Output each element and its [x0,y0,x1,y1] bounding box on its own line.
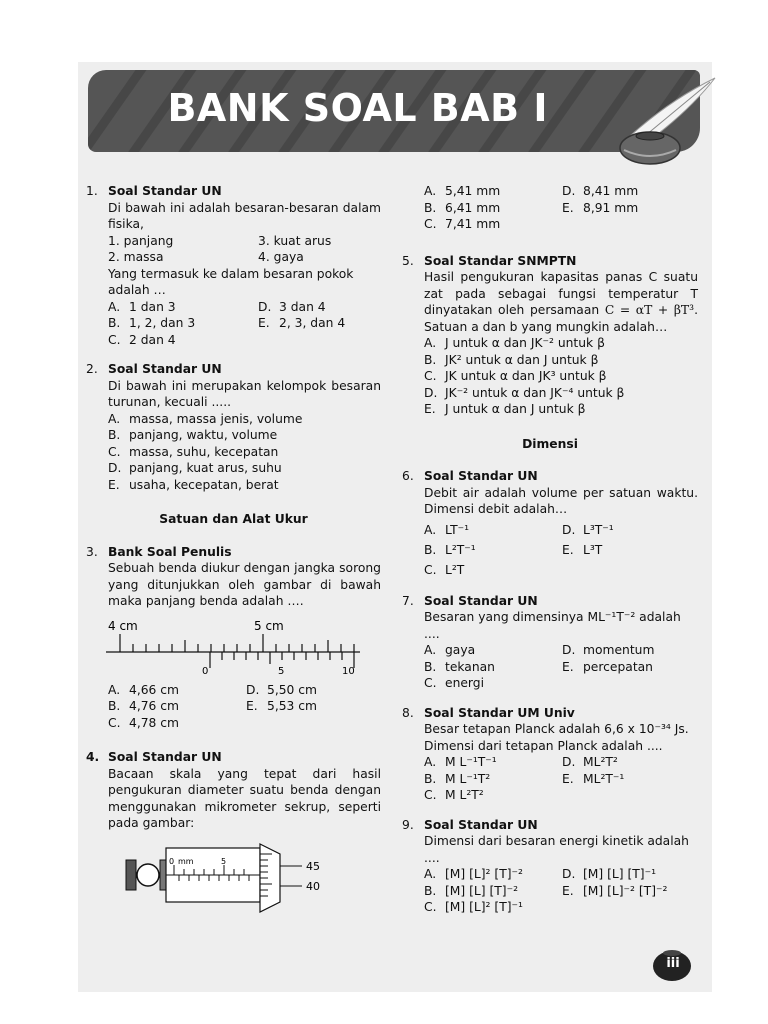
answer-options [424,866,698,916]
question-source: Soal Standar SNMPTN [424,253,577,268]
question-number: 7. [402,593,414,608]
option-d[interactable]: D. [M] [L] [T]⁻¹ [562,867,656,881]
question-text: Besar tetapan Planck adalah 6,6 x 10⁻³⁴ Js. Dimensi dari tetapan Planck adalah .... [424,722,689,753]
question-source: Soal Standar UN [424,817,538,832]
sleeve-label-unit: mm [178,856,194,866]
list-item: 1. panjang [108,233,174,248]
sleeve-label-5: 5 [221,856,227,866]
option-e[interactable]: E. usaha, kecepatan, berat [108,477,279,492]
question-text: Dimensi dari besaran energi kinetik adalah .... [424,834,689,865]
option-b[interactable]: B. [M] [L] [T]⁻² [424,883,518,898]
main-scale-label-right: 5 cm [254,618,284,633]
question-8 [402,705,698,804]
option-d[interactable]: D. 3 dan 4 [258,299,326,314]
question-9 [402,817,698,916]
section-heading-satuan: Satuan dan Alat Ukur [159,512,308,526]
question-text: Bacaan skala yang tepat dari hasil pengukuran diameter suatu benda dengan menggunakan mikrometer sekrup, seperti pada gambar: [108,766,381,830]
option-a[interactable]: A. 5,41 mm [424,184,501,198]
option-c[interactable]: C. energi [424,676,484,690]
question-4-options [402,183,698,233]
option-e[interactable]: E. 2, 3, dan 4 [258,316,346,330]
answer-options [108,299,381,349]
question-5 [402,253,698,418]
option-e[interactable]: E. L³T [562,542,603,557]
left-column [86,183,381,937]
option-e[interactable]: E. ML²T⁻¹ [562,771,625,786]
option-b[interactable]: B. M L⁻¹T² [424,771,491,786]
main-scale-label-left: 4 cm [108,618,138,633]
option-c[interactable]: C. massa, suhu, kecepatan [108,444,279,459]
option-b[interactable]: B. panjang, waktu, volume [108,428,278,442]
formula: C = αT + βT³ [604,303,695,317]
micrometer-figure [116,840,336,924]
item-list [108,233,381,266]
option-a[interactable]: A. J untuk α dan JK⁻² untuk β [424,336,605,350]
option-a[interactable]: A. massa, massa jenis, volume [108,411,303,426]
answer-options [108,411,381,494]
answer-options [424,183,698,233]
option-d[interactable]: D. momentum [562,643,655,657]
option-d[interactable]: D. ML²T² [562,755,618,769]
question-1 [86,183,381,348]
inkpot-quill-icon [610,70,720,170]
right-column [402,183,698,929]
option-c[interactable]: C. M L²T² [424,788,484,802]
option-d[interactable]: D. panjang, kuat arus, suhu [108,461,282,475]
question-source: Soal Standar UN [108,750,222,764]
question-source: Soal Standar UN [424,593,538,608]
title-banner [88,70,700,152]
option-d[interactable]: D. 5,50 cm [246,682,318,697]
option-e[interactable]: E. 8,91 mm [562,200,639,215]
question-number: 4. [86,750,100,764]
list-item: 4. gaya [258,250,304,264]
question-text: Hasil pengukuran kapasitas panas C suatu zat pada sebagai fungsi temperatur T dinyatakan oleh persamaan C = αT + βT³. Satuan a dan b yang mungkin adalah… [424,270,698,334]
question-source: Soal Standar UN [424,469,538,483]
option-a[interactable]: A. [M] [L]² [T]⁻² [424,867,523,881]
option-c[interactable]: C. [M] [L]² [T]⁻¹ [424,900,523,914]
option-c[interactable]: C. 2 dan 4 [108,332,176,347]
question-prompt: Yang termasuk ke dalam besaran pokok adalah … [108,266,354,297]
list-item: 2. massa [108,250,164,264]
option-b[interactable]: B. L²T⁻¹ [424,542,476,557]
answer-options [108,682,381,732]
question-number: 8. [402,705,414,720]
question-4 [86,749,381,924]
answer-options [424,754,698,804]
option-c[interactable]: C. 4,78 cm [108,715,180,730]
option-b[interactable]: B. JK² untuk α dan J untuk β [424,352,599,367]
main-scale-ticks [120,634,354,652]
thimble-label-45: 45 [306,859,320,873]
vernier-label-5: 5 [278,665,285,677]
option-b[interactable]: B. 6,41 mm [424,200,501,215]
option-c[interactable]: C. JK untuk α dan JK³ untuk β [424,369,607,383]
page-number: iii [666,956,680,971]
question-text: Di bawah ini merupakan kelompok besaran turunan, kecuali ..... [108,378,381,409]
page-title: BANK SOAL BAB I [167,86,548,130]
question-text: Debit air adalah volume per satuan waktu. Dimensi debit adalah… [424,485,698,516]
option-a[interactable]: A. M L⁻¹T⁻¹ [424,755,497,769]
option-b[interactable]: B. 1, 2, dan 3 [108,316,196,330]
sleeve-label-0: 0 [169,856,175,866]
option-c[interactable]: C. 7,41 mm [424,217,501,231]
option-b[interactable]: B. 4,76 cm [108,699,180,713]
option-c[interactable]: C. L²T [424,562,465,577]
question-number: 6. [402,469,414,483]
answer-options [424,642,698,692]
option-a[interactable]: A. gaya [424,643,476,657]
question-text: Besaran yang dimensinya ML⁻¹T⁻² adalah .... [424,610,681,641]
option-a[interactable]: A. 1 dan 3 [108,299,176,314]
question-number: 2. [86,362,98,376]
option-e[interactable]: E. J untuk α dan J untuk β [424,402,586,416]
option-e[interactable]: E. 5,53 cm [246,699,318,713]
question-number: 5. [402,253,414,268]
question-source: Bank Soal Penulis [108,544,232,559]
question-3 [86,544,381,732]
vernier-caliper-figure [106,614,376,682]
vernier-label-10: 10 [342,665,355,677]
list-item: 3. kuat arus [258,233,332,248]
question-text: Sebuah benda diukur dengan jangka sorong yang ditunjukkan oleh gambar di bawah maka panjang benda adalah …. [108,561,381,608]
option-a[interactable]: A. LT⁻¹ [424,522,470,537]
question-7 [402,593,698,692]
question-number: 9. [402,817,414,832]
question-number: 3. [86,544,98,559]
question-source: Soal Standar UN [108,362,222,376]
thimble-label-40: 40 [306,879,320,893]
option-d[interactable]: D. L³T⁻¹ [562,522,614,537]
answer-options [424,520,698,580]
question-2 [86,361,381,493]
option-d[interactable]: D. JK⁻² untuk α dan JK⁻⁴ untuk β [424,385,625,400]
option-a[interactable]: A. 4,66 cm [108,682,180,697]
option-b[interactable]: B. tekanan [424,659,495,674]
question-text: Di bawah ini adalah besaran-besaran dalam fisika, [108,200,381,231]
question-number: 1. [86,184,98,198]
question-6 [402,468,698,580]
question-source: Soal Standar UN [108,184,222,198]
option-e[interactable]: E. [M] [L]⁻² [T]⁻² [562,883,668,898]
answer-options [424,335,698,418]
option-e[interactable]: E. percepatan [562,659,653,674]
question-source: Soal Standar UM Univ [424,705,575,720]
option-d[interactable]: D. 8,41 mm [562,184,639,198]
section-heading-dimensi: Dimensi [522,436,578,451]
vernier-label-0: 0 [202,665,209,677]
